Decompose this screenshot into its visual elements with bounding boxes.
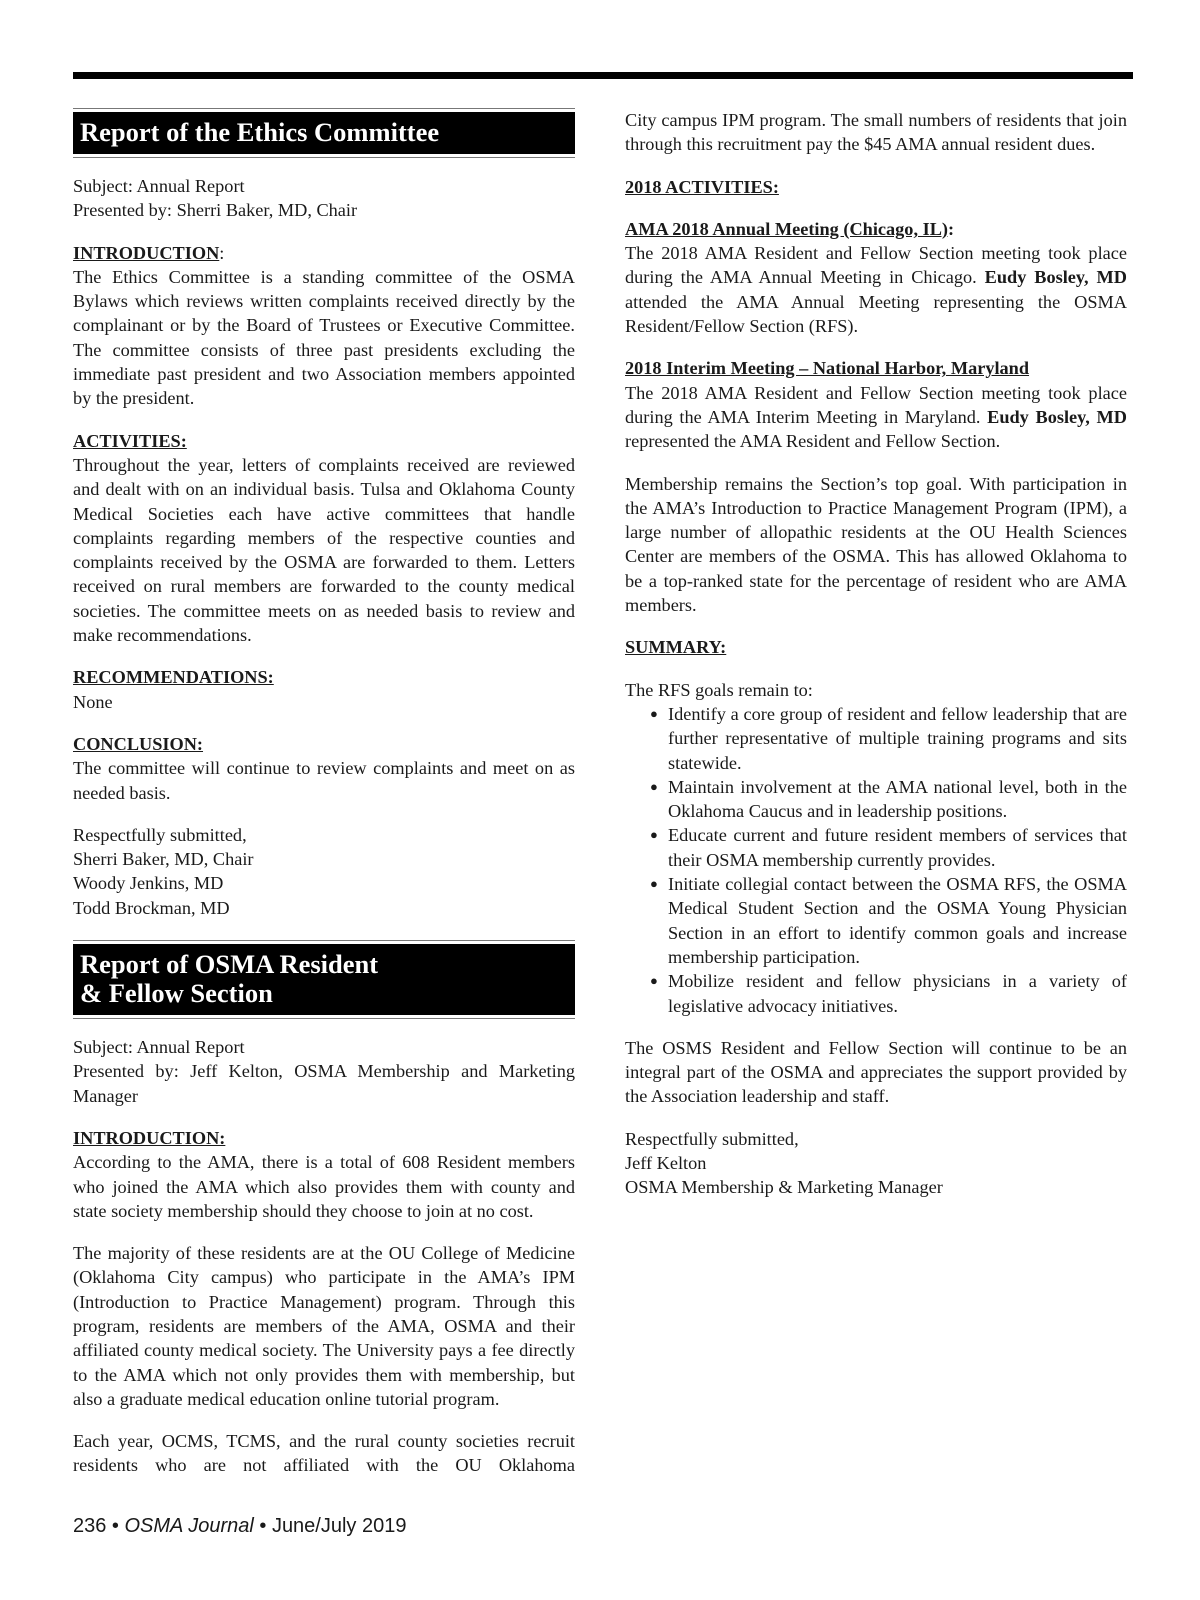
ethics-recommendations-heading: RECOMMENDATIONS:: [73, 667, 274, 688]
goal-item: ● Mobilize resident and fellow physicians in a variety of legislative advocacy initiatives.: [650, 969, 1127, 1018]
ethics-conclusion-text: The committee will continue to review complaints and meet on as needed basis.: [73, 758, 575, 803]
rfs-activities: [625, 175, 1127, 199]
ethics-intro-colon: :: [219, 242, 225, 263]
ethics-recommendations-text: None: [73, 691, 113, 712]
ethics-introduction: [73, 241, 575, 411]
ethics-activities-heading: ACTIVITIES:: [73, 430, 187, 451]
interim-meeting-text: [625, 381, 1127, 454]
summary-heading: SUMMARY:: [625, 637, 727, 658]
signoff-line: Respectfully submitted,: [73, 824, 247, 845]
rfs-presenter: Presented by: Jeff Kelton, OSMA Membership and Marketing Manager: [73, 1061, 575, 1106]
rfs-activities-heading: 2018 ACTIVITIES:: [625, 176, 779, 197]
signoff-line: Jeff Kelton: [625, 1152, 707, 1173]
interim-text-post: represented the AMA Resident and Fellow Section.: [625, 431, 1001, 452]
rfs-intro-block-2: [73, 1241, 575, 1411]
rfs-intro-p3: Each year, OCMS, TCMS, and the rural county societies recruit residents who are not affiliated with the OU Oklahoma: [73, 1431, 575, 1476]
ethics-presenter: Presented by: Sherri Baker, MD, Chair: [73, 200, 358, 221]
signoff-line: OSMA Membership & Marketing Manager: [625, 1177, 943, 1198]
footer-separator: •: [253, 1515, 272, 1537]
annual-text-post: attended the AMA Annual Meeting representing the OSMA Resident/Fellow Section (RFS).: [625, 291, 1127, 337]
rfs-report-title: [73, 944, 575, 1015]
annual-attendee-name: Eudy Bosley, MD: [984, 267, 1128, 288]
page-number: 236: [73, 1515, 107, 1537]
rfs-title-line2: & Fellow Section: [80, 978, 273, 1009]
ethics-activities: [73, 429, 575, 648]
rfs-introduction: [73, 1126, 575, 1223]
rfs-annual-meeting: [625, 217, 1127, 338]
signoff-line: Woody Jenkins, MD: [73, 873, 224, 894]
header-rule: [73, 72, 1133, 79]
page-footer: [73, 1515, 406, 1538]
closing-text: The OSMS Resident and Fellow Section will continue to be an integral part of the OSMA and appreciates the support provided by the Association leadership and staff.: [625, 1037, 1127, 1107]
ethics-conclusion: [73, 732, 575, 805]
issue-date: June/July 2019: [271, 1515, 407, 1537]
rfs-meta: [73, 1035, 575, 1108]
journal-name: OSMA Journal: [124, 1515, 254, 1537]
interim-text-pre: The 2018 AMA Resident and Fellow Section meeting took place during the AMA Interim Meeting in Maryland.: [625, 382, 1127, 427]
rfs-goals: [625, 678, 1127, 1018]
ethics-recommendations: [73, 665, 575, 714]
signoff-line: Todd Brockman, MD: [73, 897, 230, 918]
rfs-subject: Subject: Annual Report: [73, 1037, 245, 1058]
goal-item: ● Identify a core group of resident and fellow leadership that are further representative of multiple training programs and sits statewide.: [650, 702, 1127, 775]
annual-meeting-text: [625, 241, 1127, 338]
annual-meeting-heading: AMA 2018 Annual Meeting (Chicago, IL): [625, 218, 948, 239]
rfs-summary: [625, 635, 1127, 659]
ethics-meta: [73, 174, 575, 223]
rfs-intro-p2: The majority of these residents are at the OU College of Medicine (Oklahoma City campus) who participate in the AMA’s IPM (Introduction to Practice Management) program. Through this program, residents are members of the AMA, OSMA and their affiliated county medical society. The University pays a fee directly to the AMA which not only provides them with membership, but also a graduate medical education online tutorial program.: [73, 1243, 575, 1409]
right-column: [625, 108, 1127, 1218]
signoff-line: Sherri Baker, MD, Chair: [73, 849, 254, 870]
ethics-conclusion-heading: CONCLUSION:: [73, 733, 204, 754]
ethics-intro-text: The Ethics Committee is a standing committee of the OSMA Bylaws which reviews written complaints received directly by the complainant or by the Board of Trustees or Executive Committee. The committee consists of three past presidents excluding the immediate past president and two Association members appointed by the president.: [73, 266, 575, 409]
membership-text: Membership remains the Section’s top goal. With participation in the AMA’s Introduction to Practice Management Program (IPM), a large number of allopathic residents at the OU Health Sciences Center are members of the OSMA. This has allowed Oklahoma to be a top-ranked state for the percentage of resident who are AMA members.: [625, 473, 1127, 616]
annual-text-pre: The 2018 AMA Resident and Fellow Section meeting took place during the AMA Annual Meeting in Chicago.: [625, 243, 1127, 288]
signoff-line: Respectfully submitted,: [625, 1128, 799, 1149]
ethics-subject: Subject: Annual Report: [73, 176, 245, 196]
goal-item: ● Initiate collegial contact between the OSMA RFS, the OSMA Medical Student Section and the OSMA Young Physician Section in an effort to identify common goals and increase membership participation.: [650, 872, 1127, 969]
goal-item: ● Maintain involvement at the AMA national level, both in the Oklahoma Caucus and in leadership positions.: [650, 775, 1127, 824]
ethics-report-title: Report of the Ethics Committee: [73, 112, 575, 154]
rfs-closing: [625, 1036, 1127, 1109]
goals-intro: The RFS goals remain to:: [625, 679, 813, 700]
goal-item: ● Educate current and future resident members of services that their OSMA membership currently provides.: [650, 823, 1127, 872]
goals-list: [625, 702, 1127, 1018]
ethics-activities-text: Throughout the year, letters of complaints received are reviewed and dealt with on an individual basis. Tulsa and Oklahoma County Medical Societies each have active committees that handle complaints regarding members of the respective counties and complaints received by the OSMA are forwarded to them. Letters received on rural members are forwarded to the county medical societies. The committee meets on as needed basis to review and make recommendations.: [73, 454, 575, 646]
rfs-title-line1: Report of OSMA Resident: [80, 949, 379, 980]
ethics-banner-frame: [73, 108, 575, 158]
rfs-intro-block-3: [73, 1429, 575, 1478]
left-column: [73, 108, 575, 1496]
ethics-signoff: [73, 823, 575, 920]
rfs-signoff: [625, 1127, 1127, 1200]
rfs-intro-p1: According to the AMA, there is a total of 608 Resident members who joined the AMA which also provides them with county and state society membership should they choose to join at no cost.: [73, 1152, 575, 1221]
rfs-intro-p3-continued: [625, 108, 1127, 157]
interim-meeting-heading: 2018 Interim Meeting – National Harbor, Maryland: [625, 358, 1030, 379]
rfs-interim-meeting: [625, 356, 1127, 453]
interim-attendee-name: Eudy Bosley, MD: [987, 406, 1127, 427]
rfs-banner-frame: [73, 940, 575, 1019]
rfs-intro-heading: INTRODUCTION:: [73, 1127, 226, 1148]
rfs-membership: [625, 472, 1127, 618]
annual-meeting-colon: :: [947, 218, 955, 239]
ethics-intro-heading: INTRODUCTION: [73, 242, 220, 263]
rfs-intro-p3-tail: City campus IPM program. The small numbers of residents that join through this recruitment pay the $45 AMA annual resident dues.: [625, 110, 1127, 155]
footer-separator: •: [106, 1515, 125, 1537]
